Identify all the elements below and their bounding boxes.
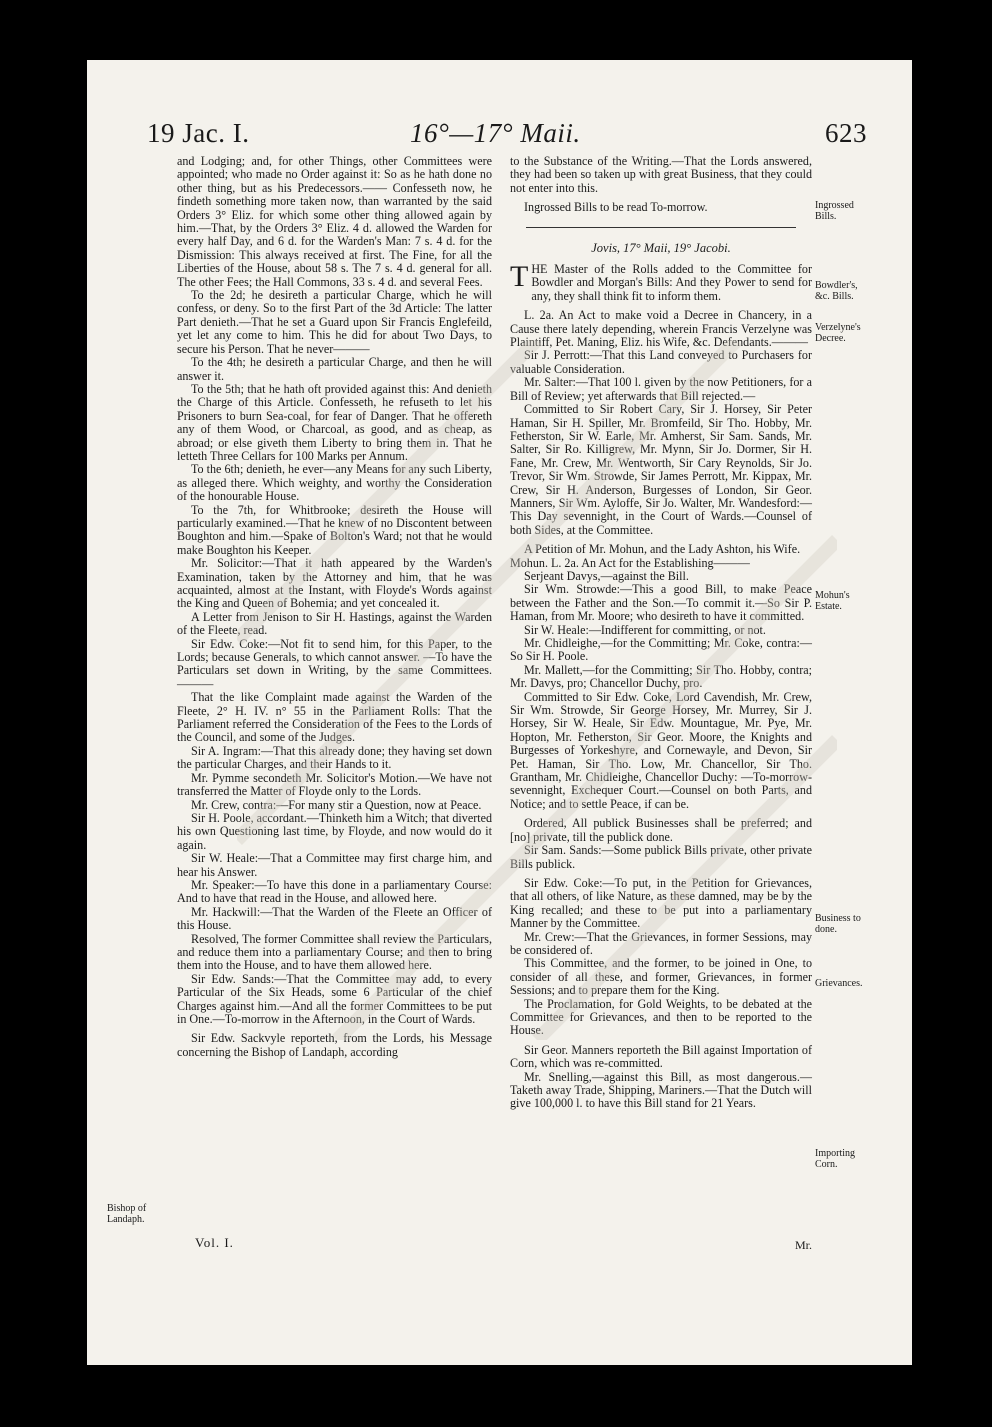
paragraph: [510, 260, 812, 303]
paragraph: Mr. Pymme secondeth Mr. Solicitor's Motion.—We have not transferred the Matter of Floyde only to the Lords.: [177, 770, 492, 799]
margin-note-mohun: Mohun's Estate.: [815, 590, 850, 612]
paragraph: Sir Sam. Sands:—Some publick Bills private, other private Bills publick.: [510, 843, 812, 871]
paragraph: This Committee, and the former, to be joined in One, to consider of all these, and former, Grievances, in former Sessions; and to prepare them for the King.: [510, 956, 812, 998]
document-page: [87, 60, 912, 1365]
margin-note-ingrossed: Ingrossed Bills.: [815, 200, 854, 222]
paragraph: To the 2d; he desireth a particular Charge, which he will confess, or deny. So to the first Part of the 3d Article: The latter Part denieth.—That he set a Guard upon Sir Francis Englefeild, yet let any come to him. This he did for about Two Days, to secure his Person. That he never———: [177, 288, 492, 356]
paragraph: To the 7th, for Whitbrooke; desireth the House will particularly examined.—That he knew of no Discontent between Boughton and him.—Spake of Bolton's Ward; not that he would make Boughton his Keeper.: [177, 502, 492, 557]
paragraph: Ingrossed Bills to be read To-morrow.: [524, 200, 708, 215]
paragraph: A Letter from Jenison to Sir H. Hastings, against the Warden of the Fleete, read.: [177, 609, 492, 638]
paragraph: Sir Edw. Coke:—To put, in the Petition for Grievances, that all others, of like Nature, as these damned, may be by the King recalled; and these to be put into a parliamentary Manner by the Committee.: [510, 875, 812, 931]
paragraph: L. 2a. An Act to make void a Decree in Chancery, in a Cause there lately depending, wherein Francis Verzelyne was Plaintiff, Pet. Maning, Eliz. his Wife, &c. Defendants.———: [510, 308, 812, 350]
paragraph: Mr. Snelling,—against this Bill, as most dangerous.—Taketh away Trade, Shipping, Mariners.—That the Dutch will give 100,000 l. to have this Bill stand for 21 Years.: [510, 1069, 812, 1111]
header-dates: 16°—17° Maii.: [410, 118, 581, 148]
paragraph: Sir Wm. Strowde:—This a good Bill, to make Peace between the Father and the Son.—To commit it.—So Sir P. Haman, from Mr. Moore; who desireth to have it committed.: [510, 582, 812, 624]
drop-cap: T: [510, 260, 529, 294]
paragraph: The Proclamation, for Gold Weights, to be debated at the Committee for Grievances, and then to be reported to the House.: [510, 996, 812, 1038]
paragraph: Mr. Solicitor:—That it hath appeared by the Warden's Examination, taken by the Attorney and him, that he was acquainted, almost at the Instant, with Floyde's Words against the King and Queen of Bohemia; and yet concealed it.: [177, 556, 492, 611]
header-regnal-year: 19 Jac. I.: [147, 118, 250, 148]
catchword: Mr.: [795, 1238, 813, 1252]
margin-note-business: Business to done.: [815, 913, 861, 935]
paragraph: Mr. Chidleighe,—for the Committing; Mr. Coke, contra:—So Sir H. Poole.: [510, 636, 812, 664]
paragraph: To the 4th; he desireth a particular Charge, and then he will answer it.: [177, 355, 492, 383]
paragraph: Mohun. L. 2a. An Act for the Establishing———: [510, 555, 750, 570]
right-column: [510, 155, 812, 1111]
paragraph: Sir Geor. Manners reporteth the Bill against Importation of Corn, which was re-committed.: [510, 1042, 812, 1071]
left-column: [177, 155, 492, 1059]
paragraph: Sir Edw. Sackvyle reporteth, from the Lords, his Message concerning the Bishop of Landaph, according: [177, 1031, 492, 1059]
volume-signature: Vol. I.: [195, 1235, 234, 1250]
page-header: [147, 118, 867, 150]
paragraph: Sir J. Perrott:—That this Land conveyed to Purchasers for valuable Consideration.: [510, 348, 812, 376]
paragraph: and Lodging; and, for other Things, other Committees were appointed; who made no Order against it: So as he hath done no other thing, but as his Predecessors.—— Confesseth now, he findeth something more taken now, than warranted by the said Orders 3° Eliz. for which some other thing allowed again by him.—That, by the Orders 3° Eliz. 4 d. allowed the Warden for every half Day, and 6 d. for the Warden's Man: 7 s. 4 d. for the Dismission: This always received at first. The Fine, for all the Liberties of the House, about 58 s. The 7 s. 4 d. general for all. The other Fees; the Hall Commons, 33 s. 4 d. and several Fees.: [177, 154, 492, 289]
paragraph: Sir Edw. Coke:—Not fit to send him, for this Paper, to the Lords; because Generals, to which cannot answer. —To have the Particulars set down in Writing, by the same Committees.———: [177, 636, 492, 691]
margin-note-bowdler: Bowdler's, &c. Bills.: [815, 280, 858, 302]
paragraph: That the like Complaint made against the Warden of the Fleete, 2° H. IV. n° 55 in the Parliament Rolls: That the Parliament referred the Consideration of the Fees to the Lords of the Council, and some of the Judges.: [177, 690, 492, 745]
paragraph: Sir W. Heale:—Indifferent for committing, or not.: [524, 622, 766, 637]
paragraph: Serjeant Davys,—against the Bill.: [524, 568, 689, 583]
paragraph: Mr. Crew:—That the Grievances, in former Sessions, may be considered of.: [510, 929, 812, 957]
paragraph: Sir Edw. Sands:—That the Committee may add, to every Particular of the Six Heads, some 6 Particular of the chief Charges against him.—And all the former Committees to be put in One.—To-morrow in the Afternoon, in the Court of Wards.: [177, 971, 492, 1026]
margin-note-importing: Importing Corn.: [815, 1148, 855, 1170]
paragraph: To the 5th; that he hath oft provided against this: And denieth the Charge of this Article. Confesseth, he refuseth to let his Prisoners to burn Sea-coal, for fear of Danger. That he offereth any of them Wood, or Charcoal, as good, and as cheap, as abroad; or else giveth them Liberty to bring them in. That he letteth Three Cellars for 100 Marks per Annum.: [177, 381, 492, 463]
paragraph: Committed to Sir Robert Cary, Sir J. Horsey, Sir Peter Haman, Sir H. Spiller, Mr. Bromfeild, Sir Tho. Hobby, Mr. Fetherston, Sir W. Earle, Mr. Amherst, Sir Sam. Sands, Mr. Salter, Sir Ro. Killigrew, Mr. Mynn, Sir Jo. Dormer, Sir H. Fane, Mr. Crew, Mr. Wentworth, Sir Cary Reynolds, Sir Jo. Trevor, Sir Wm. Strowde, Sir James Perrott, Mr. Kippax, Mr. Crew, Sir H. Anderson, Burgesses of London, Sir Geor. Manners, Sir Wm. Ayloffe, Sir Jo. Walter, Mr. Wandesford:—This Day sevennight, in the Court of Wards.—Counsel of both Sides, at the Committee.: [510, 402, 812, 537]
paragraph-text: HE Master of the Rolls added to the Committee for Bowdler and Morgan's Bills: And they Power to send for any, they shall think fit to inform them.: [531, 262, 812, 303]
paragraph: Sir A. Ingram:—That this already done; they having set down the particular Charges, and their Hands to it.: [177, 743, 492, 772]
paragraph: Mr. Crew, contra:—For many stir a Question, now at Peace.: [191, 797, 482, 812]
date-heading: Jovis, 17° Maii, 19° Jacobi.: [591, 240, 731, 255]
paragraph: Resolved, The former Committee shall review the Particulars, and reduce them into a parliamentary Course; and then to bring them into the House, and to have them allowed here.: [177, 931, 492, 973]
paragraph: Mr. Salter:—That 100 l. given by the now Petitioners, for a Bill of Review; yet afterwards that Bill rejected.—: [510, 375, 812, 403]
paragraph: Mr. Speaker:—To have this done in a parliamentary Course: And to have that read in the House, and allowed here.: [177, 877, 492, 906]
paragraph: Committed to Sir Edw. Coke, Lord Cavendish, Mr. Crew, Sir Wm. Strowde, Sir George Horsey, Mr. Murrey, Sir J. Horsey, Sir W. Heale, Sir Edw. Mountague, Mr. Pye, Mr. Hopton, Mr. Fetherston, Sir Geor. Moore, the Knights and Burgesses of Yorkeshyre, and Cornewayle, and Devon, Sir Pet. Haman, Sir Tho. Low, Mr. Chancellor, Sir Tho. Grantham, Mr. Chidleighe, Chancellor Duchy: —To-morrow-sevennight, Exchequer Court.—Counsel on both Parts, and Notice; and to settle Peace, if can be.: [510, 689, 812, 811]
paragraph: Sir W. Heale:—That a Committee may first charge him, and hear his Answer.: [177, 851, 492, 879]
paragraph: Mr. Hackwill:—That the Warden of the Fleete an Officer of this House.: [177, 904, 492, 933]
paragraph: to the Substance of the Writing.—That the Lords answered, they had been so taken up with great Business, that they could not enter into this.: [510, 154, 812, 195]
page-number: 623: [825, 118, 867, 148]
margin-note-bishop: Bishop of Landaph.: [107, 1203, 147, 1225]
margin-note-verzelyne: Verzelyne's Decree.: [815, 322, 861, 344]
section-rule: [526, 227, 796, 228]
paragraph: Sir H. Poole, accordant.—Thinketh him a Witch; that diverted his own Questioning last time, by Floyde, and now would do it again.: [177, 810, 492, 852]
paragraph: To the 6th; denieth, he ever—any Means for any such Liberty, as alleged there. Which weighty, and worthy the Consideration of the honourable House.: [177, 462, 492, 504]
paragraph: A Petition of Mr. Mohun, and the Lady Ashton, his Wife.: [524, 542, 801, 557]
margin-note-grievances: Grievances.: [815, 978, 863, 989]
paragraph: Mr. Mallett,—for the Committing; Sir Tho. Hobby, contra; Mr. Davys, pro; Chancellor Duchy, pro.: [510, 662, 812, 691]
paragraph: Ordered, All publick Businesses shall be preferred; and [no] private, till the publick done.: [510, 816, 812, 844]
